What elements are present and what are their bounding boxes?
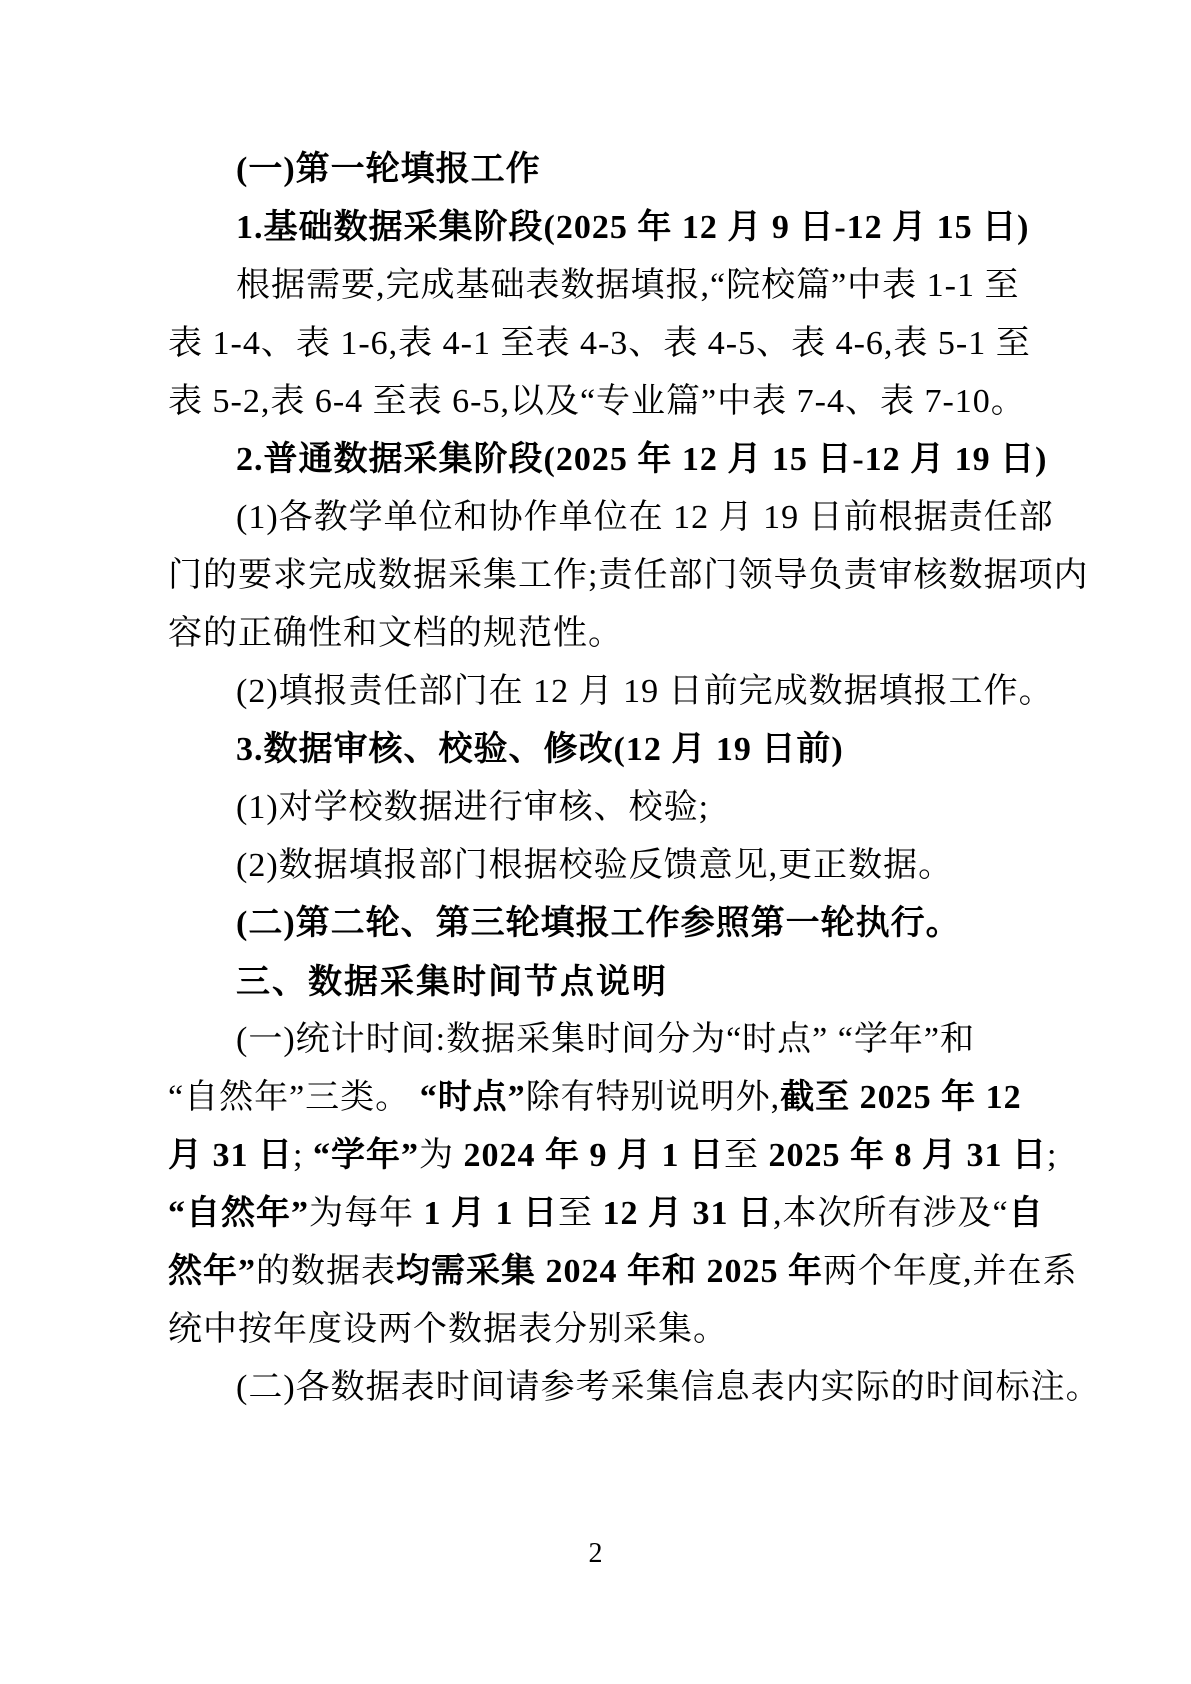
text-run: (一)第一轮填报工作 <box>236 151 541 188</box>
text-run: ; <box>1046 1137 1058 1174</box>
text-run: 三、数据采集时间节点说明 <box>236 963 668 1001</box>
text-run: ,本次所有涉及“ <box>773 1195 1009 1232</box>
text-line <box>168 1011 1048 1069</box>
text-line <box>168 141 1048 199</box>
text-line <box>168 315 1048 373</box>
text-run: 然年” <box>168 1253 256 1290</box>
text-run: ; <box>293 1137 313 1174</box>
text-run: 1.基础数据采集阶段(2025 年 12 月 9 日-12 月 15 日) <box>236 209 1030 246</box>
text-run: 表 1-4、表 1-6,表 4-1 至表 4-3、表 4-5、表 4-6,表 5-1 至 <box>168 325 1031 362</box>
text-run: 门的要求完成数据采集工作;责任部门领导负责审核数据项内 <box>168 557 1089 594</box>
text-run: “自然年”三类。 <box>168 1079 420 1116</box>
text-run: 月 31 日 <box>168 1137 293 1174</box>
text-line <box>168 721 1048 779</box>
text-line <box>168 489 1054 547</box>
text-line <box>168 895 1048 953</box>
text-run: 1 月 1 日 <box>423 1195 558 1232</box>
text-run: 截至 2025 年 12 <box>780 1079 1022 1116</box>
text-run: 除有特别说明外, <box>525 1079 781 1116</box>
text-line <box>168 1359 1101 1417</box>
text-line <box>168 373 1048 431</box>
document-body <box>168 141 1101 1417</box>
text-line <box>168 1301 1048 1359</box>
text-line <box>168 1185 1048 1243</box>
text-line <box>168 547 1089 605</box>
text-run: 自 <box>1008 1195 1044 1232</box>
text-line <box>168 257 1048 315</box>
text-line <box>168 431 1048 489</box>
text-run: 3.数据审核、校验、修改(12 月 19 日前) <box>236 731 844 768</box>
text-run: (一)统计时间:数据采集时间分为“时点” “学年”和 <box>236 1021 975 1058</box>
text-run: (1)对学校数据进行审核、校验; <box>236 789 710 826</box>
text-line <box>168 779 1048 837</box>
text-run: 2025 年 8 月 31 日 <box>768 1137 1047 1174</box>
page-number: 2 <box>588 1538 603 1569</box>
text-line <box>168 663 1054 721</box>
text-run: 至 <box>558 1195 603 1232</box>
text-run: “时点” <box>419 1079 526 1116</box>
text-run: “学年” <box>312 1137 419 1174</box>
text-run: 均需采集 2024 年和 2025 年 <box>396 1253 823 1290</box>
text-run: “自然年” <box>168 1195 309 1232</box>
text-run: 为 <box>418 1137 464 1174</box>
text-line <box>168 199 1048 257</box>
text-run: (二)各数据表时间请参考采集信息表内实际的时间标注。 <box>236 1369 1101 1406</box>
text-line <box>168 1243 1078 1301</box>
section-heading-line <box>168 953 1048 1011</box>
text-run: (二)第二轮、第三轮填报工作参照第一轮执行。 <box>236 905 961 942</box>
text-run: 2024 年 9 月 1 日 <box>463 1137 724 1174</box>
text-run: 至 <box>723 1137 769 1174</box>
text-run: 12 月 31 日 <box>602 1195 773 1232</box>
text-run: (1)各教学单位和协作单位在 12 月 19 日前根据责任部 <box>236 499 1054 536</box>
text-run: 容的正确性和文档的规范性。 <box>168 615 623 652</box>
text-line <box>168 837 1048 895</box>
text-run: 两个年度,并在系 <box>823 1253 1078 1290</box>
text-line <box>168 605 1048 663</box>
text-run: 根据需要,完成基础表数据填报,“院校篇”中表 1-1 至 <box>236 267 1020 304</box>
text-run: (2)数据填报部门根据校验反馈意见,更正数据。 <box>236 847 954 884</box>
text-run: (2)填报责任部门在 12 月 19 日前完成数据填报工作。 <box>236 673 1054 710</box>
text-run: 为每年 <box>309 1195 424 1232</box>
text-line <box>168 1127 1058 1185</box>
text-line <box>168 1069 1048 1127</box>
text-run: 统中按年度设两个数据表分别采集。 <box>168 1311 728 1348</box>
text-run: 2.普通数据采集阶段(2025 年 12 月 15 日-12 月 19 日) <box>236 441 1048 478</box>
text-run: 表 5-2,表 6-4 至表 6-5,以及“专业篇”中表 7-4、表 7-10。 <box>168 383 1026 420</box>
text-run: 的数据表 <box>256 1253 396 1290</box>
